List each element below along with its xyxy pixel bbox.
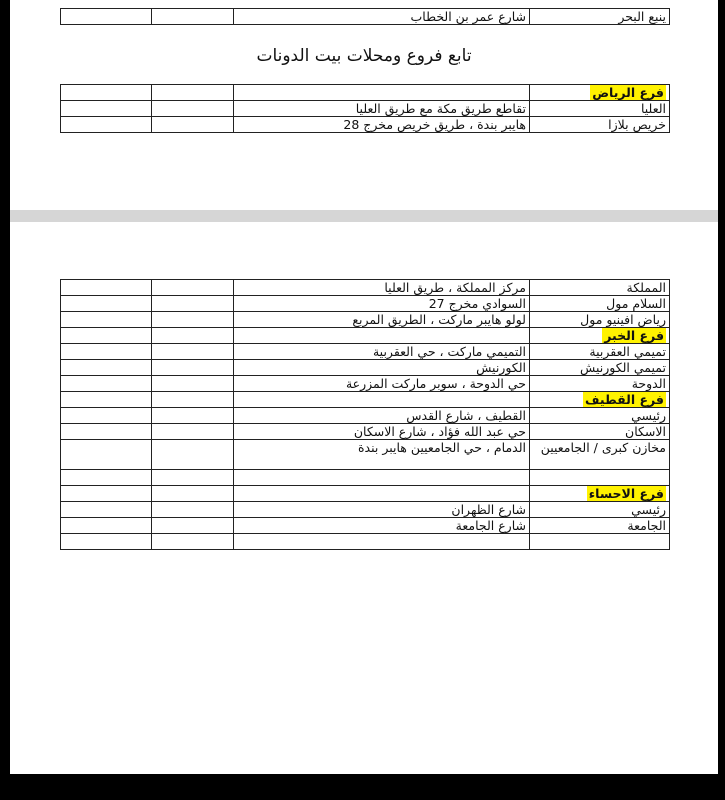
empty-cell — [234, 85, 530, 101]
empty-cell — [152, 312, 234, 328]
empty-cell — [152, 486, 234, 502]
address-cell: شارع الظهران — [234, 502, 530, 518]
empty-cell — [61, 280, 152, 296]
empty-cell — [61, 440, 152, 470]
table-row — [61, 440, 670, 470]
empty-cell — [234, 534, 530, 550]
region-header: فرع الخبر — [604, 328, 664, 343]
top-fragment-table — [60, 8, 670, 25]
table-row — [61, 9, 670, 25]
branch-name-cell: تميمي العقربية — [530, 344, 670, 360]
branch-name-cell: الدوحة — [530, 376, 670, 392]
empty-cell — [152, 408, 234, 424]
empty-cell — [530, 470, 670, 486]
empty-cell — [61, 534, 152, 550]
table-row — [61, 424, 670, 440]
branch-name-cell: رياض افينيو مول — [530, 312, 670, 328]
branch-name-cell: المملكة — [530, 280, 670, 296]
empty-cell — [152, 470, 234, 486]
address-cell: مركز المملكة ، طريق العليا — [234, 280, 530, 296]
branch-name-cell: الجامعة — [530, 518, 670, 534]
table-row — [61, 502, 670, 518]
branches-table-body — [61, 280, 670, 550]
empty-cell — [234, 328, 530, 344]
region-header-cell — [530, 328, 670, 344]
empty-cell — [152, 344, 234, 360]
empty-cell — [61, 502, 152, 518]
address-cell: تقاطع طريق مكة مع طريق العليا — [234, 101, 530, 117]
empty-cell — [61, 101, 152, 117]
branch-name-cell: السلام مول — [530, 296, 670, 312]
empty-cell — [234, 486, 530, 502]
address-cell: لولو هايبر ماركت ، الطريق المربع — [234, 312, 530, 328]
address-cell: حي عبد الله فؤاد ، شارع الاسكان — [234, 424, 530, 440]
empty-cell — [152, 296, 234, 312]
address-cell: القطيف ، شارع القدس — [234, 408, 530, 424]
region-header-cell — [530, 85, 670, 101]
empty-cell — [61, 392, 152, 408]
empty-cell — [61, 117, 152, 133]
empty-cell — [152, 280, 234, 296]
empty-cell — [61, 408, 152, 424]
empty-cell — [61, 296, 152, 312]
empty-cell — [152, 502, 234, 518]
branch-name-cell: رئيسي — [530, 408, 670, 424]
empty-cell — [61, 344, 152, 360]
empty-cell — [61, 424, 152, 440]
address-cell: هايبر بندة ، طريق خريص مخرج 28 — [234, 117, 530, 133]
address-cell: شارع الجامعة — [234, 518, 530, 534]
branch-name-cell: الاسكان — [530, 424, 670, 440]
empty-cell — [152, 117, 234, 133]
empty-cell — [61, 85, 152, 101]
empty-cell — [61, 518, 152, 534]
table-row — [61, 296, 670, 312]
empty-cell — [152, 85, 234, 101]
region-row — [61, 392, 670, 408]
region-header: فرع الرياض — [592, 85, 664, 100]
document-page-1 — [10, 0, 718, 210]
empty-cell — [152, 534, 234, 550]
table-row — [61, 470, 670, 486]
empty-cell — [152, 440, 234, 470]
empty-cell — [234, 470, 530, 486]
table-row — [61, 85, 670, 101]
region-row — [61, 328, 670, 344]
empty-cell — [152, 9, 234, 25]
address-cell: التميمي ماركت ، حي العقربية — [234, 344, 530, 360]
table-row — [61, 376, 670, 392]
region-row — [61, 486, 670, 502]
region-header-cell — [530, 392, 670, 408]
riyadh-branches-table — [60, 84, 670, 133]
table-row — [61, 312, 670, 328]
empty-cell — [61, 470, 152, 486]
branch-name-cell: مخازن كبرى / الجامعيين — [530, 440, 670, 470]
table-row — [61, 344, 670, 360]
page-separator — [10, 210, 718, 222]
empty-cell — [61, 312, 152, 328]
branch-name-cell: رئيسي — [530, 502, 670, 518]
table-row — [61, 360, 670, 376]
empty-cell — [152, 360, 234, 376]
empty-cell — [152, 392, 234, 408]
empty-cell — [61, 376, 152, 392]
branch-name-cell: تميمي الكورنيش — [530, 360, 670, 376]
empty-cell — [152, 518, 234, 534]
document-page-2 — [10, 222, 718, 774]
empty-cell — [530, 534, 670, 550]
branch-name-cell: ينبع البحر — [530, 9, 670, 25]
address-cell: السوادي مخرج 27 — [234, 296, 530, 312]
empty-cell — [61, 9, 152, 25]
empty-cell — [61, 486, 152, 502]
page-title: تابع فروع ومحلات بيت الدونات — [256, 46, 472, 66]
empty-cell — [152, 328, 234, 344]
empty-cell — [61, 328, 152, 344]
table-row — [61, 101, 670, 117]
empty-cell — [152, 376, 234, 392]
branch-name-cell: خريص بلازا — [530, 117, 670, 133]
address-cell: شارع عمر بن الخطاب — [234, 9, 530, 25]
table-row — [61, 117, 670, 133]
region-header: فرع القطيف — [585, 392, 664, 407]
empty-cell — [234, 392, 530, 408]
branch-name-cell: العليا — [530, 101, 670, 117]
region-header-cell — [530, 486, 670, 502]
address-cell: حي الدوحة ، سوبر ماركت المزرعة — [234, 376, 530, 392]
table-row — [61, 280, 670, 296]
table-row — [61, 534, 670, 550]
branches-table — [60, 279, 670, 550]
table-row — [61, 408, 670, 424]
table-row — [61, 518, 670, 534]
empty-cell — [61, 360, 152, 376]
empty-cell — [152, 424, 234, 440]
region-header: فرع الاحساء — [588, 486, 664, 501]
address-cell: الكورنيش — [234, 360, 530, 376]
empty-cell — [152, 101, 234, 117]
address-cell: الدمام ، حي الجامعيين هايبر بندة — [234, 440, 530, 470]
